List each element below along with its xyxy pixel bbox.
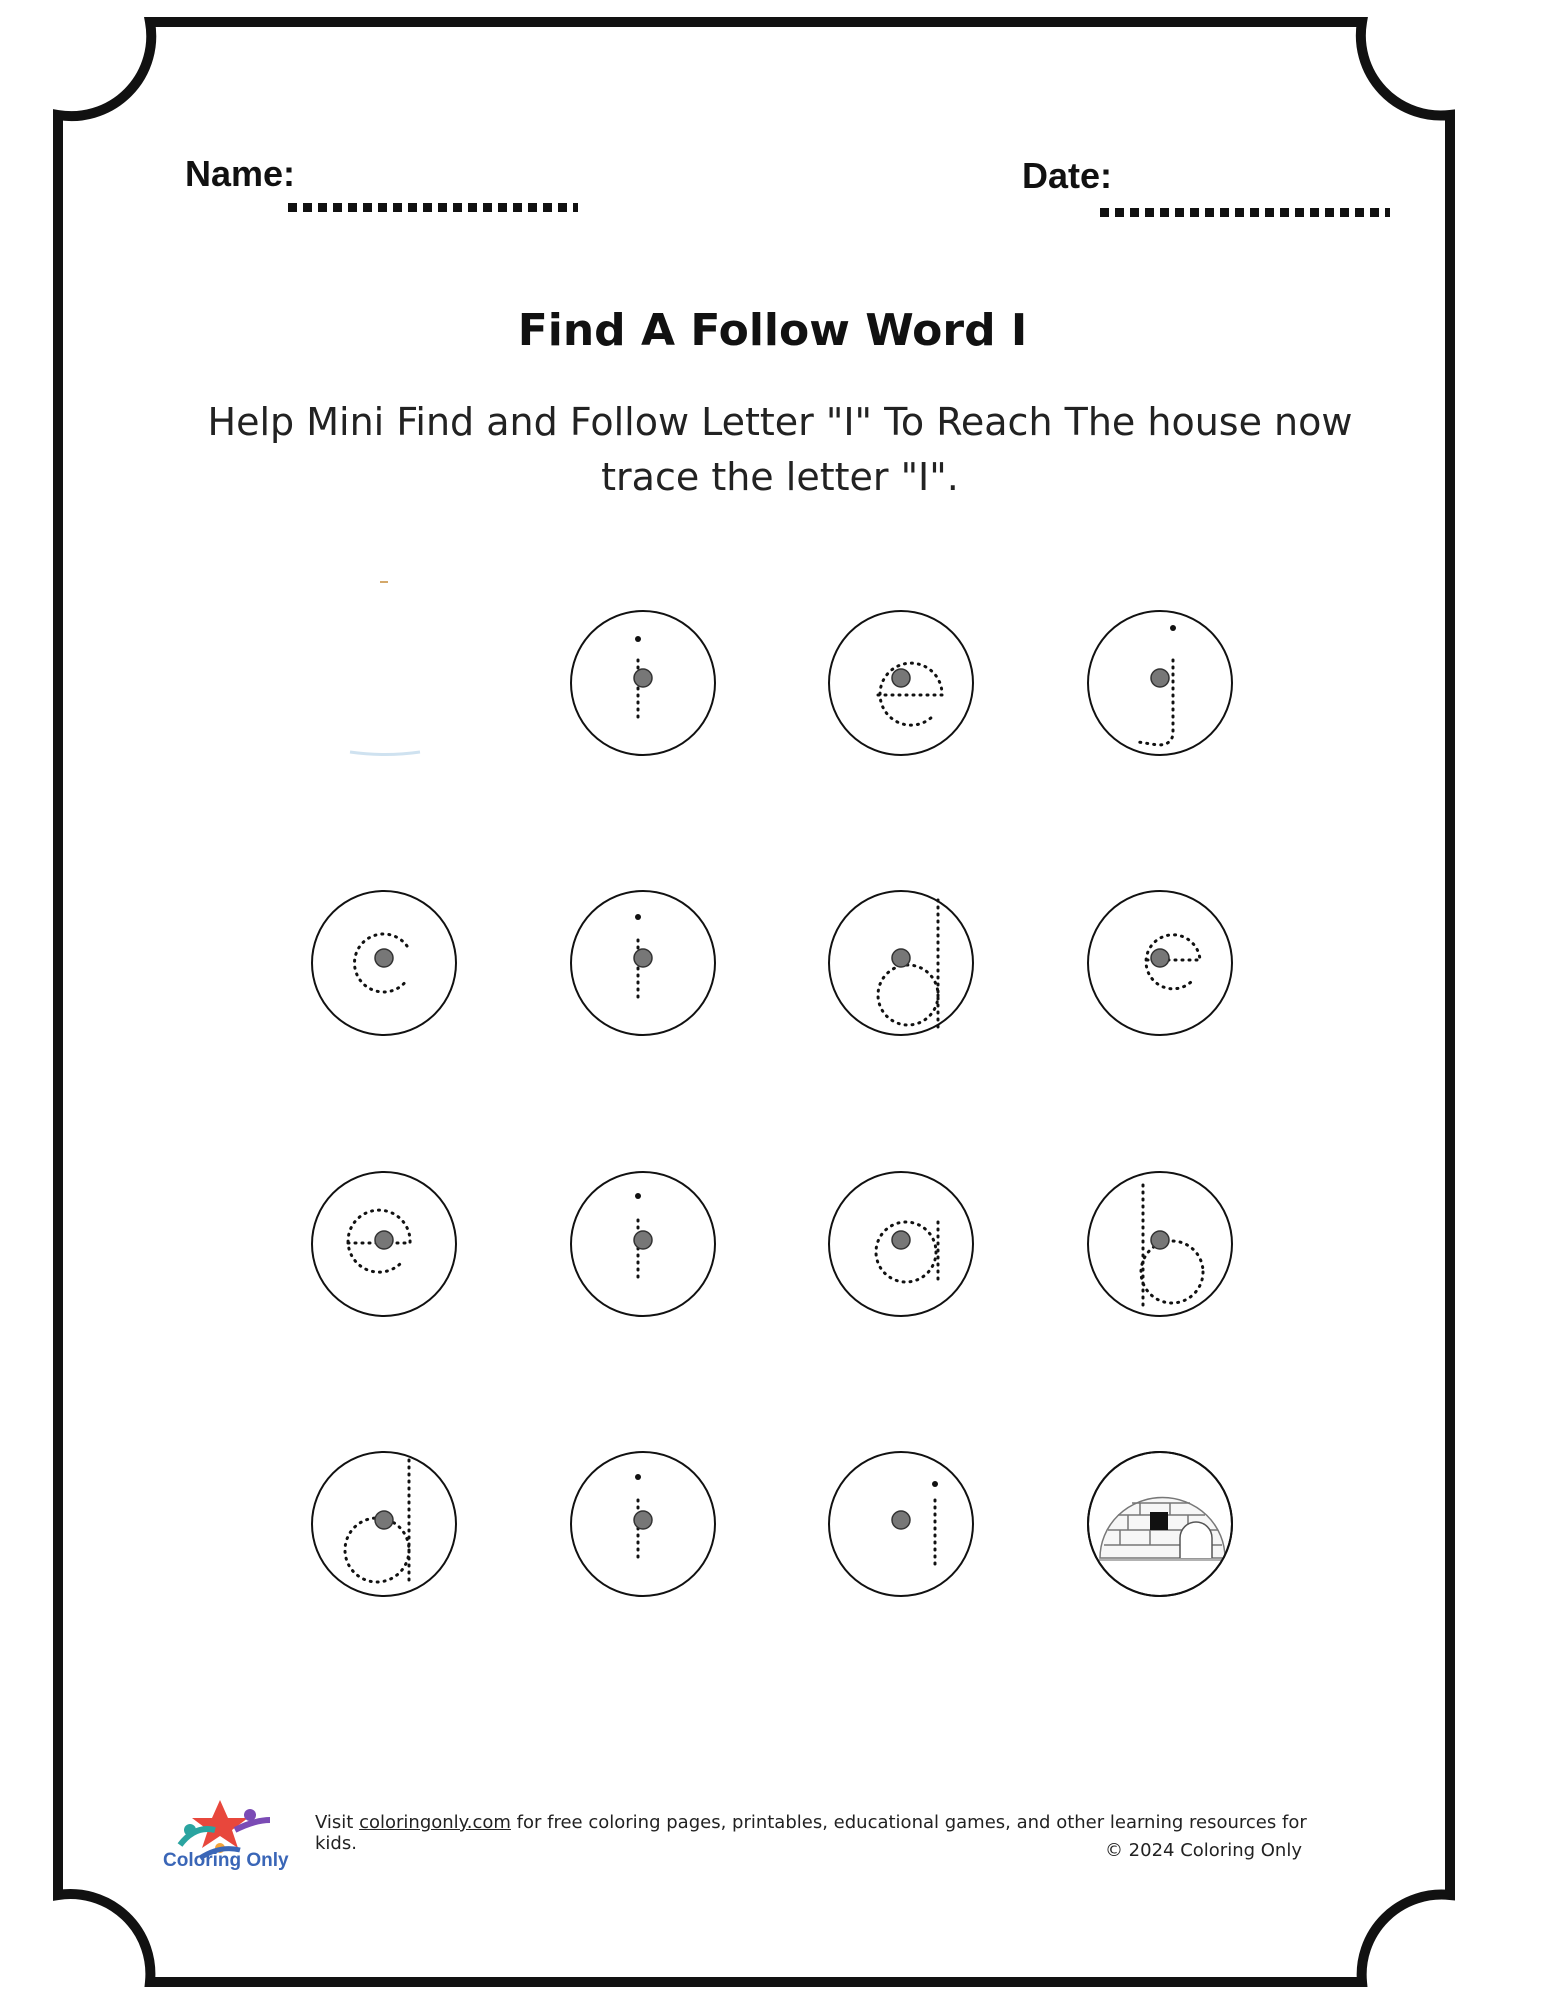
start-dot bbox=[634, 1231, 652, 1249]
start-dot bbox=[375, 949, 393, 967]
logo-text: Coloring Only bbox=[163, 1850, 289, 1871]
start-dot bbox=[375, 1231, 393, 1249]
start-dot bbox=[634, 669, 652, 687]
start-dot bbox=[634, 1511, 652, 1529]
website-link[interactable]: coloringonly.com bbox=[359, 1812, 511, 1833]
copyright-text: © 2024 Coloring Only bbox=[1104, 1840, 1302, 1861]
start-dot bbox=[892, 669, 910, 687]
footer-visit-suffix: for free coloring pages, printables, educational games, and other learning resources for kids. bbox=[315, 1812, 1307, 1854]
start-dot bbox=[892, 949, 910, 967]
start-dot bbox=[634, 949, 652, 967]
worksheet-title: Find A Follow Word I bbox=[517, 305, 1028, 356]
start-dot bbox=[892, 1511, 910, 1529]
instructions: Help Mini Find and Follow Letter "I" To Reach The house now trace the letter "I". bbox=[207, 400, 1353, 499]
start-dot bbox=[892, 1231, 910, 1249]
footer-visit-prefix: Visit bbox=[315, 1812, 354, 1833]
start-dot bbox=[375, 1511, 393, 1529]
start-dot bbox=[1151, 1231, 1169, 1249]
name-label: Name: bbox=[185, 153, 296, 194]
mini-character-placeholder bbox=[350, 582, 420, 755]
date-label: Date: bbox=[1022, 155, 1113, 196]
igloo-house-icon bbox=[1088, 1452, 1235, 1596]
start-dot bbox=[1151, 949, 1169, 967]
start-dot bbox=[1151, 669, 1169, 687]
